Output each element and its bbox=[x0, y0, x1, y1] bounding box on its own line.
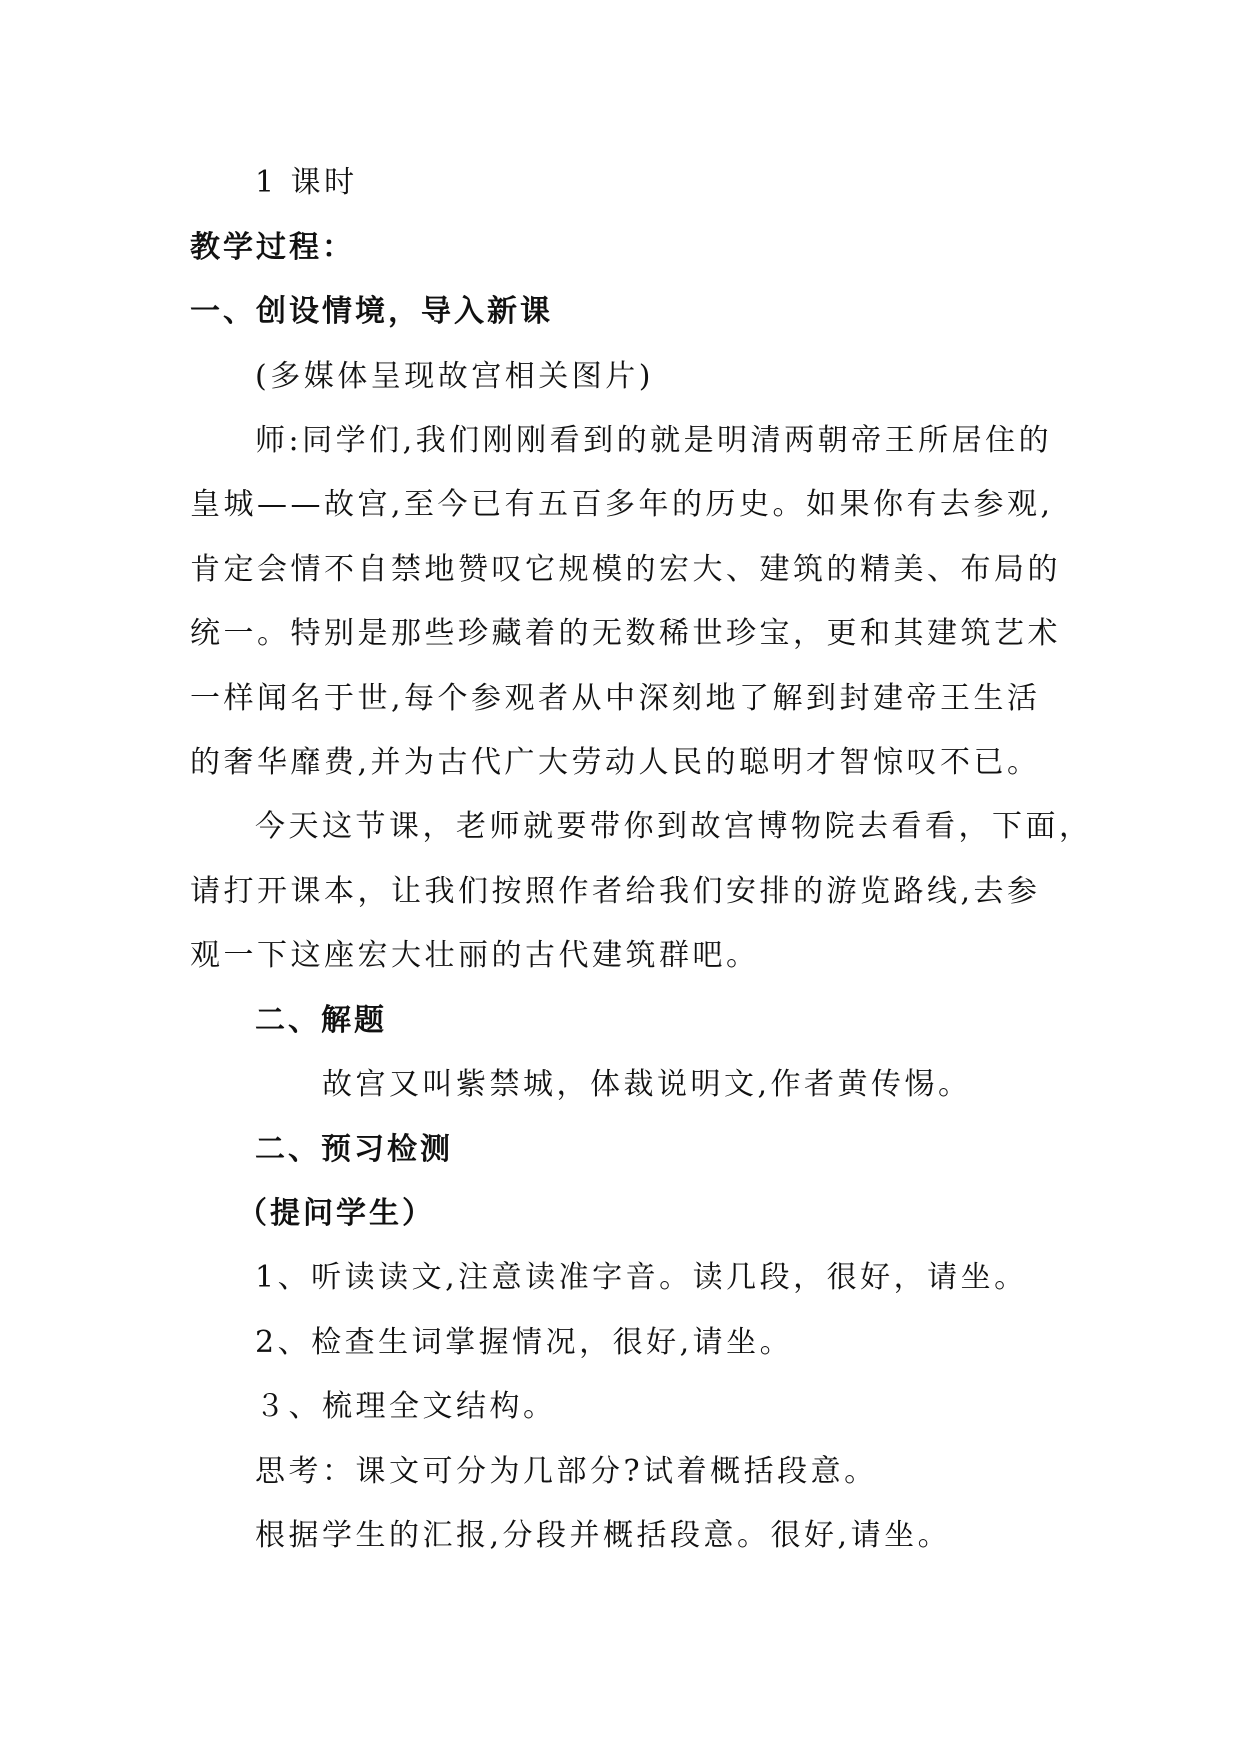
paragraph-line: 今天这节课，老师就要带你到故宫博物院去看看，下面， bbox=[255, 809, 1093, 844]
paragraph-line: 统一。特别是那些珍藏着的无数稀世珍宝，更和其建筑艺术 bbox=[190, 616, 1061, 651]
paragraph-line: 皇城——故宫,至今已有五百多年的历史。如果你有去参观, bbox=[190, 487, 1054, 522]
think-question: 思考：课文可分为几部分?试着概括段意。 bbox=[255, 1454, 878, 1489]
teaching-process-heading: 教学过程： bbox=[190, 230, 355, 265]
paragraph-line: 的奢华靡费,并为古代广大劳动人民的聪明才智惊叹不已。 bbox=[190, 745, 1041, 780]
section1-note: (多媒体呈现故宫相关图片) bbox=[255, 359, 654, 394]
section2-text: 故宫又叫紫禁城，体裁说明文,作者黄传惕。 bbox=[322, 1067, 972, 1102]
paragraph-line: 一样闻名于世,每个参观者从中深刻地了解到封建帝王生活 bbox=[190, 681, 1041, 716]
paragraph-line: 肯定会情不自禁地赞叹它规模的宏大、建筑的精美、布局的 bbox=[190, 552, 1061, 587]
paragraph-line: 观一下这座宏大壮丽的古代建筑群吧。 bbox=[190, 938, 760, 973]
check-item-3: ３、梳理全文结构。 bbox=[255, 1389, 557, 1424]
check-item-1: 1、听读读文,注意读准字音。读几段，很好，请坐。 bbox=[255, 1260, 1028, 1295]
section3-subheading: （提问学生） bbox=[237, 1196, 435, 1231]
section1-heading: 一、创设情境，导入新课 bbox=[190, 294, 553, 329]
section3-heading: 二、预习检测 bbox=[255, 1132, 453, 1167]
lesson-hours: 1 课时 bbox=[255, 165, 358, 200]
paragraph-line: 请打开课本，让我们按照作者给我们安排的游览路线,去参 bbox=[190, 874, 1041, 909]
section2-heading: 二、解题 bbox=[255, 1003, 387, 1038]
check-item-2: 2、检查生词掌握情况，很好,请坐。 bbox=[255, 1325, 794, 1360]
paragraph-line: 师:同学们,我们刚刚看到的就是明清两朝帝王所居住的 bbox=[255, 423, 1053, 458]
student-report: 根据学生的汇报,分段并概括段意。很好,请坐。 bbox=[255, 1518, 952, 1553]
